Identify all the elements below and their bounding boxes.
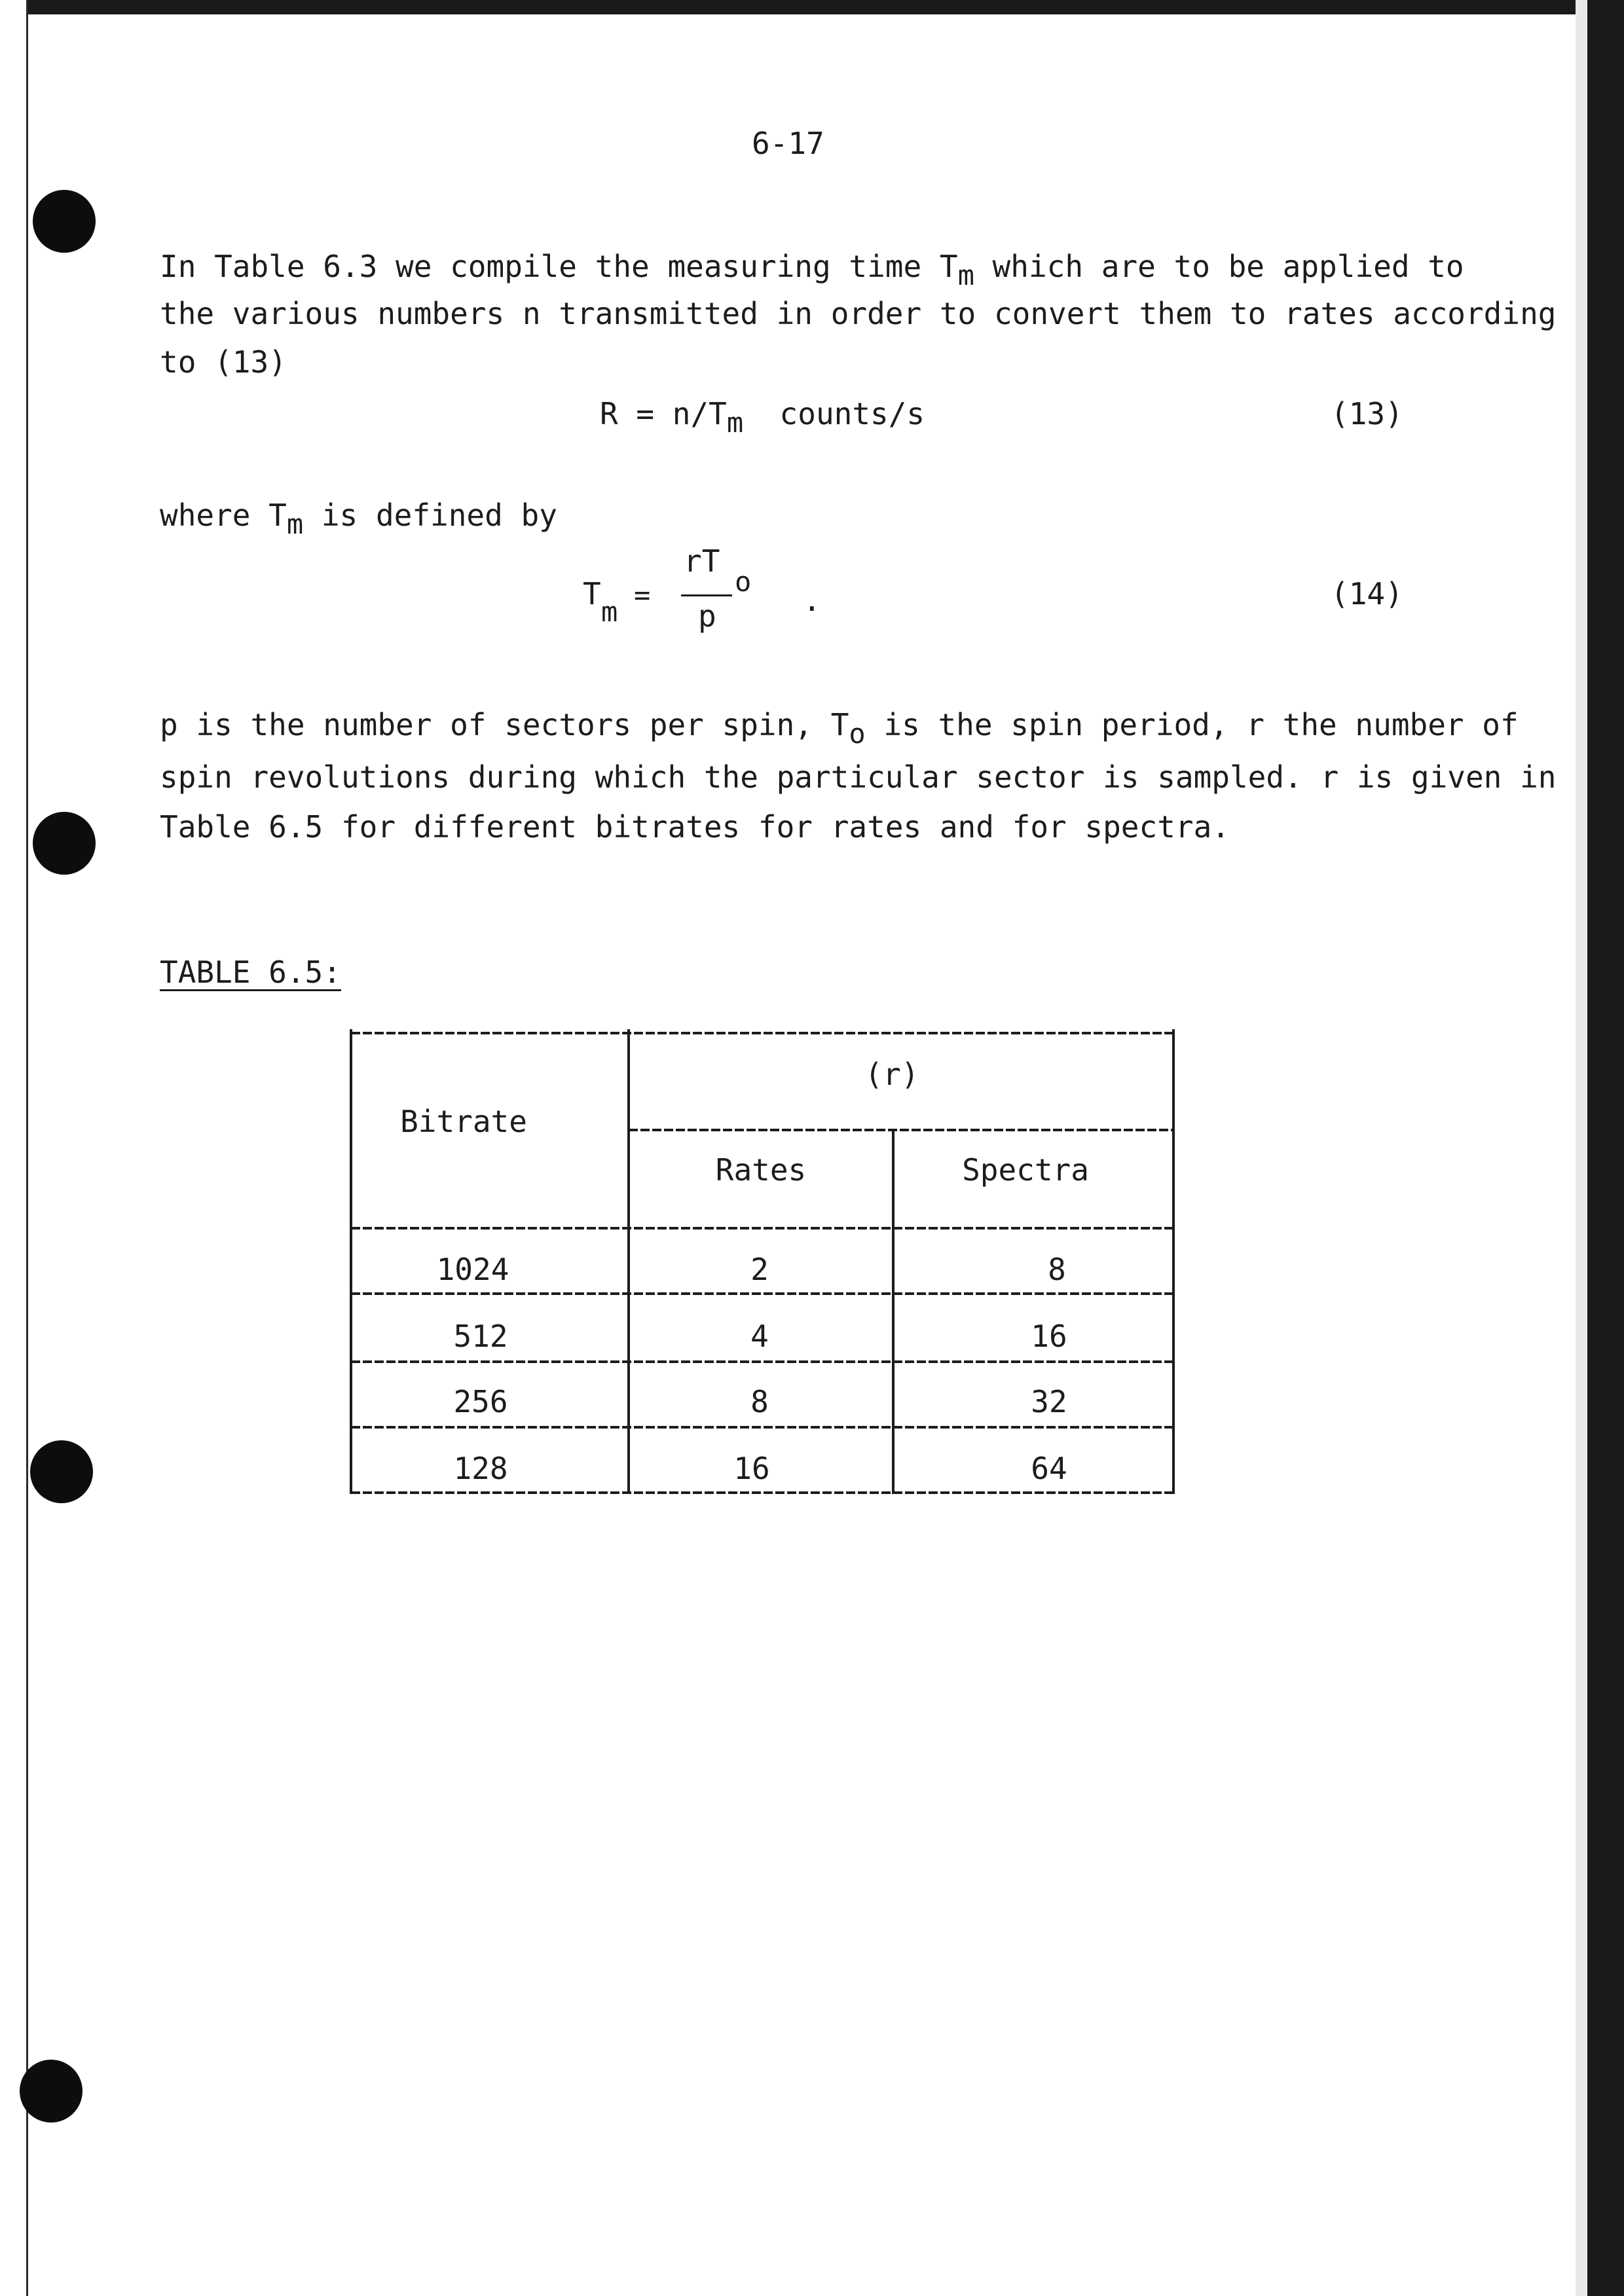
cell-bitrate: 128 bbox=[453, 1451, 508, 1486]
paragraph-line: spin revolutions during which the particular sector is sampled. r is given in bbox=[160, 759, 1557, 795]
scan-left-border bbox=[0, 0, 28, 2296]
cell-spectra: 8 bbox=[1048, 1252, 1066, 1287]
punch-hole bbox=[33, 812, 96, 875]
table-title: TABLE 6.5: bbox=[160, 955, 341, 990]
scan-right-border bbox=[1587, 0, 1624, 2296]
punch-hole bbox=[30, 1440, 93, 1503]
cell-rates: 4 bbox=[750, 1319, 769, 1354]
equation-14 bbox=[583, 543, 821, 634]
scan-right-shadow bbox=[1576, 0, 1587, 2296]
paragraph-line: p is the number of sectors per spin, To is the spin period, r the number of bbox=[160, 707, 1519, 750]
paragraph-line: In Table 6.3 we compile the measuring time Tm which are to be applied to bbox=[160, 249, 1464, 291]
cell-bitrate: 1024 bbox=[436, 1252, 509, 1287]
eq14-lhs: T bbox=[583, 576, 601, 611]
paragraph-line: to (13) bbox=[160, 344, 287, 380]
cell-bitrate: 512 bbox=[453, 1319, 508, 1354]
eq14-equals: = bbox=[634, 579, 651, 611]
cell-spectra: 32 bbox=[1031, 1384, 1067, 1419]
punch-hole bbox=[33, 190, 96, 253]
equation-13: R = n/Tm counts/s bbox=[600, 396, 925, 439]
where-line: where Tm is defined by bbox=[160, 498, 557, 540]
fraction-bar bbox=[681, 594, 732, 596]
cell-spectra: 64 bbox=[1031, 1451, 1067, 1486]
page-number: 6-17 bbox=[752, 126, 824, 161]
header-r: (r) bbox=[864, 1057, 919, 1092]
header-bitrate: Bitrate bbox=[400, 1104, 527, 1139]
eq14-numerator: rT bbox=[684, 543, 720, 579]
cell-rates: 2 bbox=[750, 1252, 769, 1287]
punch-hole bbox=[20, 2060, 83, 2123]
eq14-numerator-subscript: o bbox=[735, 566, 752, 598]
cell-rates: 16 bbox=[733, 1451, 770, 1486]
cell-rates: 8 bbox=[750, 1384, 769, 1419]
scan-top-border bbox=[0, 0, 1624, 14]
header-rates: Rates bbox=[715, 1152, 807, 1188]
paragraph-line: Table 6.5 for different bitrates for rates and for spectra. bbox=[160, 809, 1230, 845]
equation-14-number: (14) bbox=[1331, 576, 1403, 611]
cell-bitrate: 256 bbox=[453, 1384, 508, 1419]
equation-13-number: (13) bbox=[1331, 396, 1403, 431]
paragraph-line: the various numbers n transmitted in order to convert them to rates according bbox=[160, 296, 1557, 331]
eq14-denominator: p bbox=[698, 598, 716, 634]
header-spectra: Spectra bbox=[962, 1152, 1089, 1188]
cell-spectra: 16 bbox=[1031, 1319, 1067, 1354]
eq14-lhs-subscript: m bbox=[601, 596, 618, 628]
eq14-trailing-dot: . bbox=[803, 583, 821, 618]
